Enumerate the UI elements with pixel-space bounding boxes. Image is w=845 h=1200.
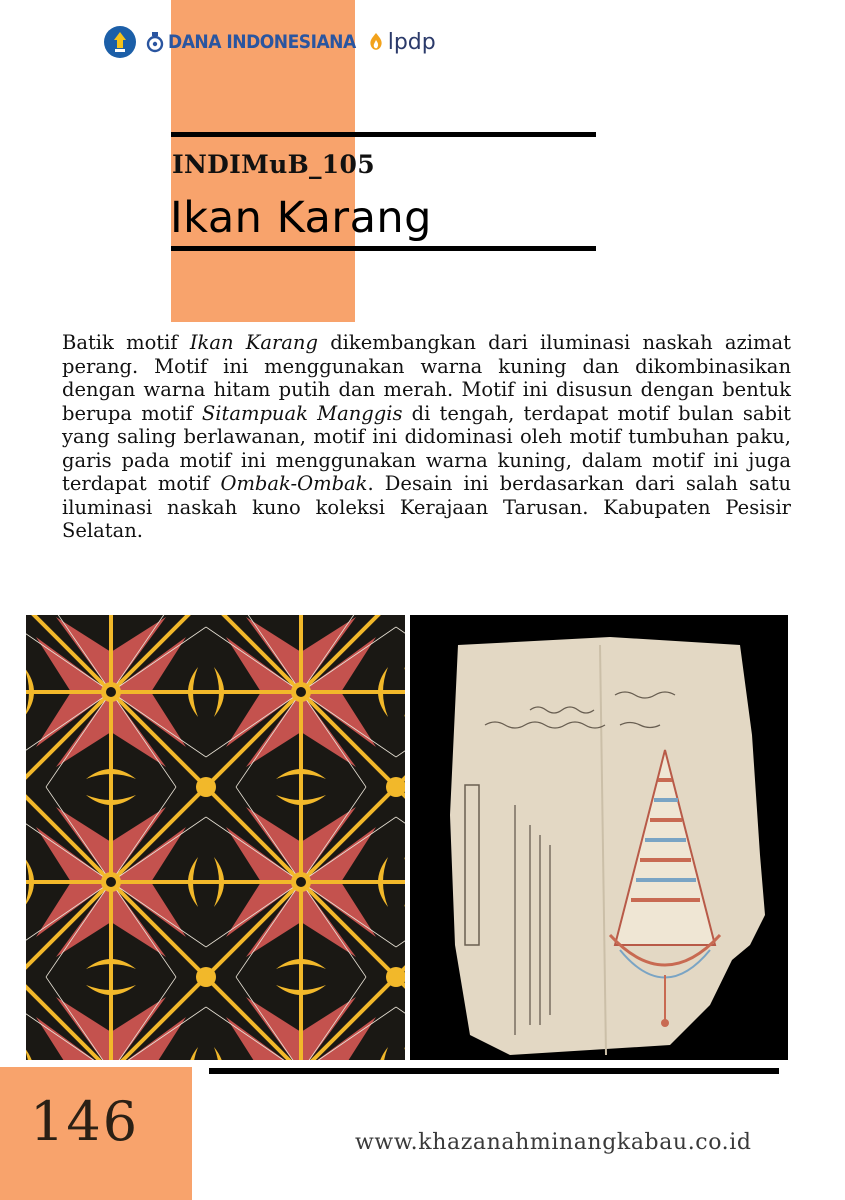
description-italic-term: Ombak-Ombak <box>220 472 368 495</box>
footer-rule <box>209 1068 779 1074</box>
entry-code: INDIMuB_105 <box>172 150 375 179</box>
title-rule-top <box>171 132 596 137</box>
lpdp-text: lpdp <box>387 29 436 55</box>
description-text: dikembangkan dari iluminasi naskah azimat perang. Motif ini menggunakan warna kuning dan dikombinasikan dengan warna hitam putih dan merah. Motif ini disusun dengan bentuk berupa motif <box>62 331 791 425</box>
batik-ikan-karang-icon <box>26 615 405 1060</box>
lpdp-flame-icon <box>366 31 386 53</box>
dana-indonesiana-text: DANA INDONESIANA <box>168 31 356 53</box>
website-url: www.khazanahminangkabau.co.id <box>355 1130 752 1155</box>
lpdp-logo <box>366 30 436 55</box>
manuscript-image <box>410 615 788 1060</box>
description-italic-term: Sitampuak Manggis <box>201 401 403 425</box>
description-text: di tengah, terdapat motif bulan sabit yang saling berlawanan, motif ini didominasi oleh motif tumbuhan paku, garis pada motif ini menggunakan warna kuning, dalam motif ini juga terdapat motif <box>62 401 792 495</box>
description-italic-term: Ikan Karang <box>189 331 318 354</box>
sponsor-logos <box>104 26 436 58</box>
description-text: Batik motif <box>62 331 190 354</box>
entry-title: Ikan Karang <box>170 193 432 243</box>
description-text: . Desain ini berdasarkan dari salah satu iluminasi naskah kuno koleksi Kerajaan Tarusan. Kabupaten Pesisir Selatan. <box>62 472 792 542</box>
dana-indonesiana-mark-icon <box>146 31 164 53</box>
batik-pattern-image <box>26 615 405 1060</box>
kemendikbud-emblem-icon <box>104 26 136 58</box>
entry-description <box>62 331 791 543</box>
title-rule-bottom <box>171 246 596 251</box>
manuscript-illumination-icon <box>410 615 788 1060</box>
page-number: 146 <box>30 1090 140 1153</box>
dana-indonesiana-logo <box>146 31 356 53</box>
